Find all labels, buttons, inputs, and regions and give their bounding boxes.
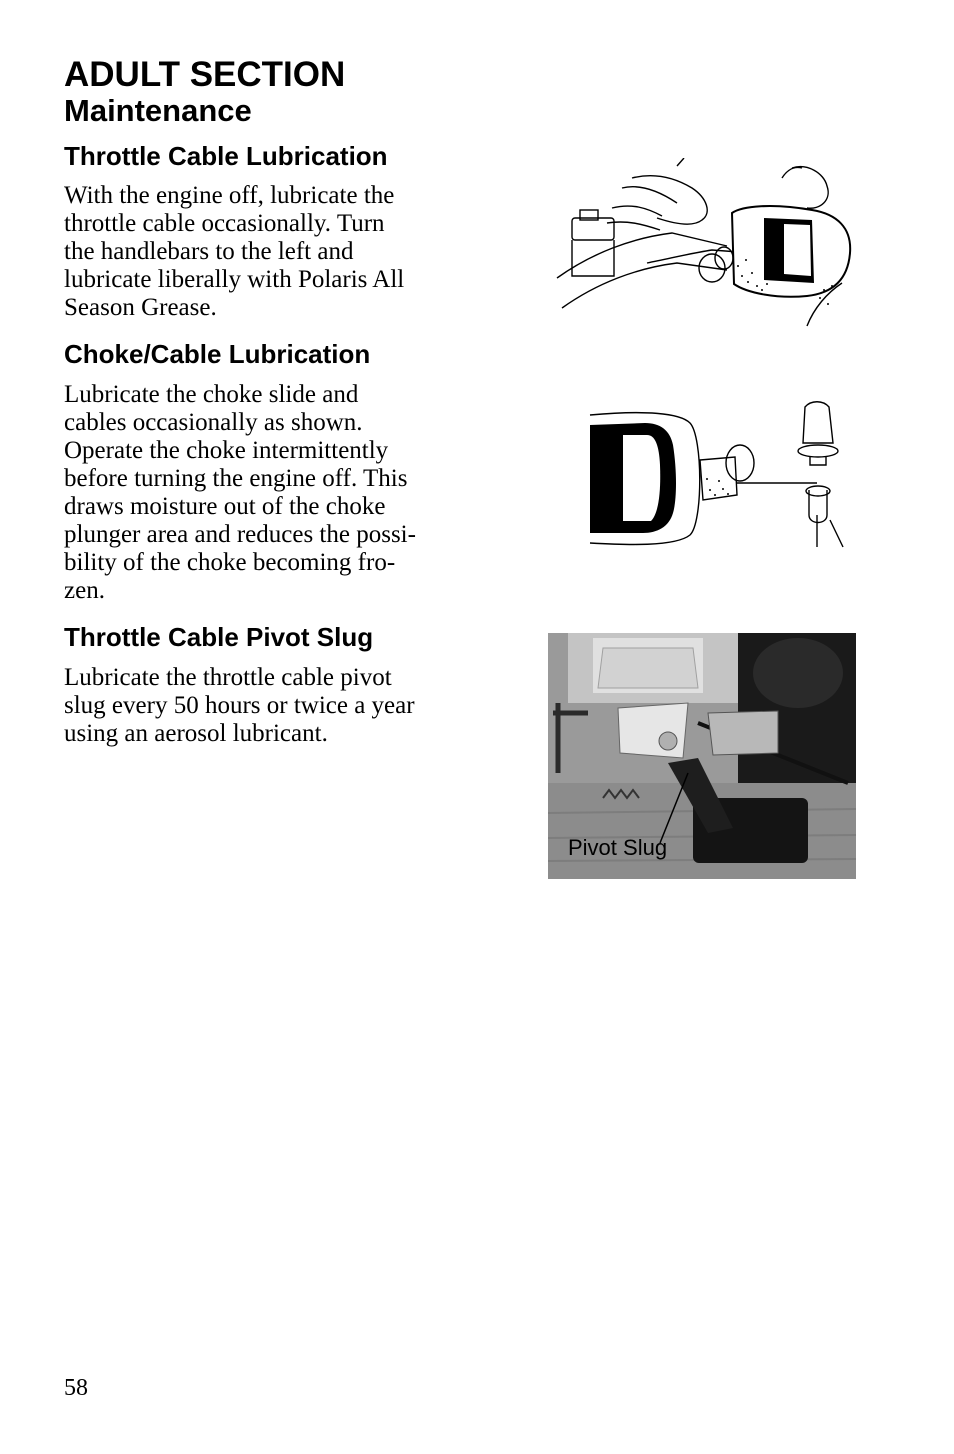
pivot-slug-label: Pivot Slug — [568, 835, 668, 860]
subsection-title: Maintenance — [64, 93, 252, 128]
pivot-slug-photo — [548, 633, 856, 879]
heading-choke-cable-lubrication: Choke/Cable Lubrication — [64, 339, 371, 369]
paragraph-choke-cable-lubrication — [64, 381, 459, 605]
throttle-cable-illustration — [552, 158, 862, 330]
paragraph-throttle-cable-lubrication — [64, 182, 459, 322]
heading-throttle-cable-lubrication: Throttle Cable Lubrication — [64, 141, 388, 171]
text-line: With the engine off, lubricate the — [64, 182, 395, 209]
text-line: bility of the choke becoming fro- — [64, 549, 396, 576]
text-line: Operate the choke intermittently — [64, 437, 389, 464]
text-line: the handlebars to the left and — [64, 238, 354, 265]
text-line: Season Grease. — [64, 294, 217, 321]
paragraph-throttle-cable-pivot-slug — [64, 664, 459, 748]
text-line: throttle cable occasionally. Turn — [64, 210, 385, 237]
section-title: ADULT SECTION — [64, 55, 346, 94]
text-line: lubricate liberally with Polaris All — [64, 266, 405, 293]
text-line: Lubricate the choke slide and — [64, 381, 359, 408]
page-header — [64, 56, 345, 127]
text-line: before turning the engine off. This — [64, 465, 408, 492]
text-line: draws moisture out of the choke — [64, 493, 386, 520]
heading-throttle-cable-pivot-slug: Throttle Cable Pivot Slug — [64, 622, 374, 652]
choke-cable-illustration — [585, 395, 855, 550]
text-line: cables occasionally as shown. — [64, 409, 363, 436]
text-line: zen. — [64, 577, 105, 604]
page-number: 58 — [64, 1375, 88, 1401]
text-line: Lubricate the throttle cable pivot — [64, 664, 392, 691]
text-line: plunger area and reduces the possi- — [64, 521, 416, 548]
text-line: slug every 50 hours or twice a year — [64, 692, 415, 719]
text-line: using an aerosol lubricant. — [64, 720, 328, 747]
